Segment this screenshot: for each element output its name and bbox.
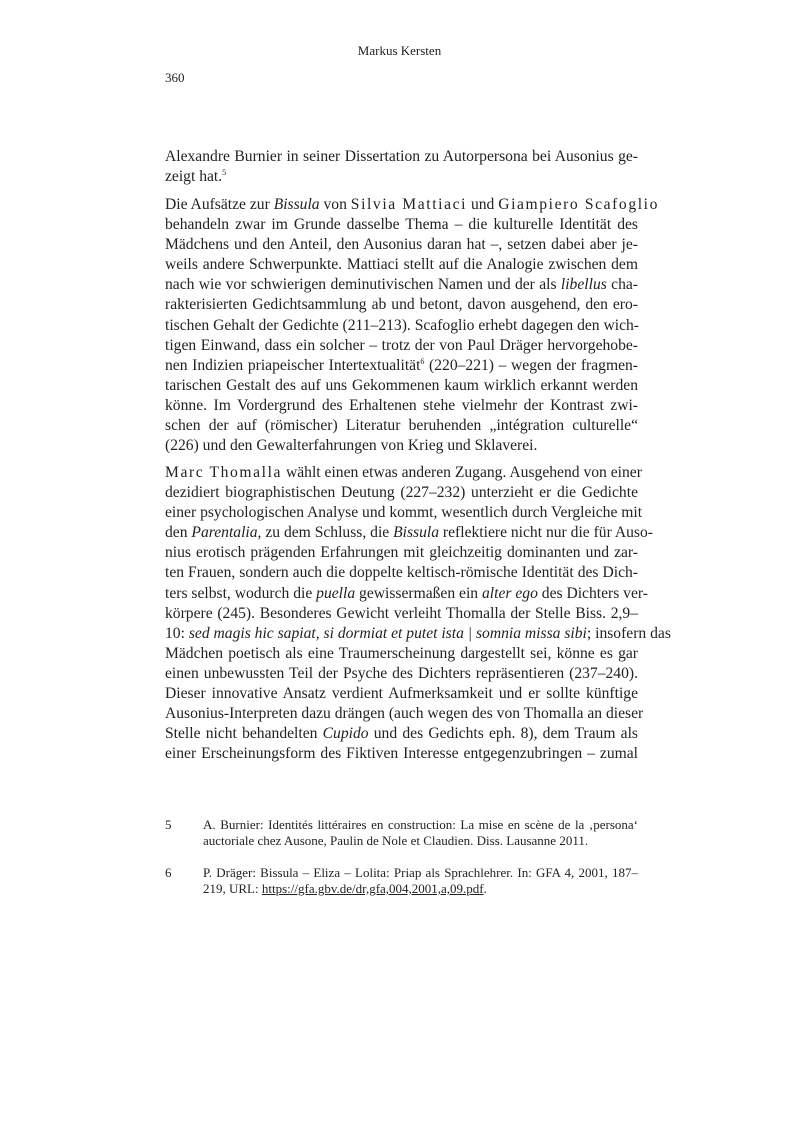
text-run: nius erotisch prägenden Erfahrungen mit gleichzeitig dominanten und zar- — [165, 544, 638, 562]
text-run: tigen Einwand, dass ein solcher – trotz der von Paul Dräger hervorgehobe- — [165, 336, 638, 354]
text-run: von — [319, 196, 351, 213]
text-run: , zu dem Schluss, die — [257, 524, 394, 542]
text-run: (220–221) – wegen der fragmen- — [424, 356, 638, 374]
text-run: wählt einen etwas anderen Zugang. Ausgehend von einer — [282, 464, 642, 481]
text-line — [165, 724, 638, 744]
italic-text: Bissula — [393, 524, 440, 542]
author-name: Giampiero Scafoglio — [498, 196, 659, 213]
text-run: zeigt hat. — [165, 168, 223, 186]
italic-text: Cupido — [322, 725, 369, 743]
italic-text: sed magis hic sapiat, si dormiat et putet ista | somnia missa sibi — [188, 624, 587, 642]
text-line — [165, 235, 638, 255]
text-run: einer Erscheinungsform des Fiktiven Interesse entgegenzubringen – zumal — [165, 745, 638, 763]
text-line — [165, 744, 638, 764]
paragraph-2 — [165, 195, 659, 456]
text-line — [165, 523, 653, 543]
footnote-number: 5 — [165, 817, 172, 832]
footnote-reference[interactable]: 6 — [420, 356, 425, 366]
page-number: 360 — [165, 70, 185, 85]
text-run: nen Indizien priapeischer Intertextualität — [165, 356, 421, 374]
text-line — [165, 255, 638, 275]
text-line — [165, 167, 638, 187]
footnote-url-link[interactable]: https://gfa.gbv.de/dr,gfa,004,2001,a,09.pdf — [261, 881, 484, 896]
text-run: weils andere Schwerpunkte. Mattiaci stellt auf die Analogie zwischen dem — [165, 256, 638, 274]
text-line — [165, 543, 638, 563]
text-line — [165, 684, 638, 704]
text-line — [165, 503, 643, 523]
text-run: schen der auf (römischer) Literatur beruhenden „intégration culturelle“ — [165, 417, 638, 435]
text-run: tischen Gehalt der Gedichte (211–213). Scafoglio erhebt dagegen den wich- — [165, 316, 639, 334]
text-run: Mädchens und den Anteil, den Ausonius daran hat –, setzen dabei aber je- — [165, 236, 638, 254]
text-run: Ausonius-Interpreten dazu drängen (auch wegen des von Thomalla an dieser — [165, 705, 644, 723]
text-line — [165, 704, 644, 724]
text-line — [165, 483, 638, 503]
footnote-5 — [165, 817, 638, 849]
text-run: den — [165, 524, 192, 542]
footnote-text — [203, 865, 638, 897]
paragraph-1 — [165, 147, 638, 187]
text-line — [165, 215, 638, 235]
italic-text: alter ego — [482, 584, 538, 602]
footnote-6 — [165, 865, 638, 897]
text-run: des Dichters ver- — [537, 584, 648, 602]
text-run: könne. Im Vordergrund des Erhaltenen stehe vielmehr der Kontrast zwi- — [165, 396, 638, 414]
text-run: ten Frauen, sondern auch die doppelte keltisch-römische Identität des Dich- — [165, 564, 638, 582]
text-run: Die Aufsätze zur — [165, 196, 274, 213]
author-name: Silvia Mattiaci — [350, 196, 468, 213]
text-run: ; insofern das — [586, 624, 671, 642]
text-line — [165, 664, 638, 684]
text-line — [165, 604, 638, 624]
text-line — [165, 463, 642, 483]
text-line — [165, 624, 671, 644]
text-line — [165, 356, 638, 376]
text-run: behandeln zwar im Grunde dasselbe Thema – die kulturelle Identität des — [165, 216, 638, 234]
text-run: Alexandre Burnier in seiner Dissertation zu Autorpersona bei Ausonius ge- — [165, 148, 638, 165]
text-run: Mädchen poetisch als eine Traumerscheinung dargestellt sei, könne es gar — [165, 644, 638, 662]
running-head: Markus Kersten — [357, 43, 442, 58]
text-run: und des Gedichts eph. 8), dem Traum als — [368, 725, 638, 743]
italic-text: Bissula — [273, 196, 320, 213]
text-run: (226) und den Gewalterfahrungen von Krieg und Sklaverei. — [165, 437, 538, 455]
italic-text: puella — [316, 584, 356, 602]
text-run: einen unbewussten Teil der Psyche des Dichters repräsentieren (237–240). — [165, 664, 638, 682]
text-run: körpere (245). Besonderes Gewicht verleiht Thomalla der Stelle Biss. 2,9– — [165, 604, 638, 622]
text-line — [165, 584, 648, 604]
text-line — [165, 336, 638, 356]
text-run: nach wie vor schwierigen deminutivischen Namen und der als — [165, 276, 561, 294]
text-run: cha- — [606, 276, 638, 294]
text-line — [165, 376, 638, 396]
text-line — [165, 316, 638, 336]
text-run: ters selbst, wodurch die — [165, 584, 317, 602]
footnote-number: 6 — [165, 865, 172, 880]
text-run: tarischen Gestalt des auf uns Gekommenen kaum wirklich erkannt werden — [165, 376, 638, 394]
footnote-reference[interactable]: 5 — [222, 168, 227, 178]
footnote-text-body: P. Dräger: Bissula – Eliza – Lolita: Priap als Sprachlehrer. In: GFA 4, 2001, 187–219, URL: — [203, 865, 638, 896]
text-line — [165, 295, 638, 315]
text-run: reflektiere nicht nur die für Auso- — [439, 524, 653, 542]
text-line — [165, 436, 638, 456]
text-run: Stelle nicht behandelten — [165, 725, 323, 743]
footnote-text-end: . — [483, 881, 487, 896]
paragraph-3 — [165, 463, 671, 764]
text-run: einer psychologischen Analyse und kommt, wesentlich durch Vergleiche mit — [165, 504, 643, 522]
text-run: 10: — [165, 624, 189, 642]
author-name: Marc Thomalla — [165, 464, 283, 481]
text-line — [165, 416, 638, 436]
text-run: und — [467, 196, 499, 213]
text-line — [165, 195, 659, 215]
text-line — [165, 396, 638, 416]
text-line — [165, 147, 638, 167]
text-run: rakterisierten Gedichtsammlung ab und betont, davon ausgehend, den ero- — [165, 296, 638, 314]
text-run: Dieser innovative Ansatz verdient Aufmerksamkeit und er sollte künftige — [165, 685, 638, 703]
text-line — [165, 275, 638, 295]
text-line — [165, 563, 638, 583]
text-run: dezidiert biographistischen Deutung (227–232) unterzieht er die Gedichte — [165, 484, 638, 502]
text-line — [165, 644, 638, 664]
footnote-text: A. Burnier: Identités littéraires en construction: La mise en scène de la ‚persona‘ auctoriale chez Ausone, Paulin de Nole et Claudien. Diss. Lausanne 2011. — [203, 817, 638, 848]
text-run: gewissermaßen ein — [355, 584, 482, 602]
italic-text: Parentalia — [191, 524, 258, 542]
italic-text: libellus — [560, 276, 607, 294]
